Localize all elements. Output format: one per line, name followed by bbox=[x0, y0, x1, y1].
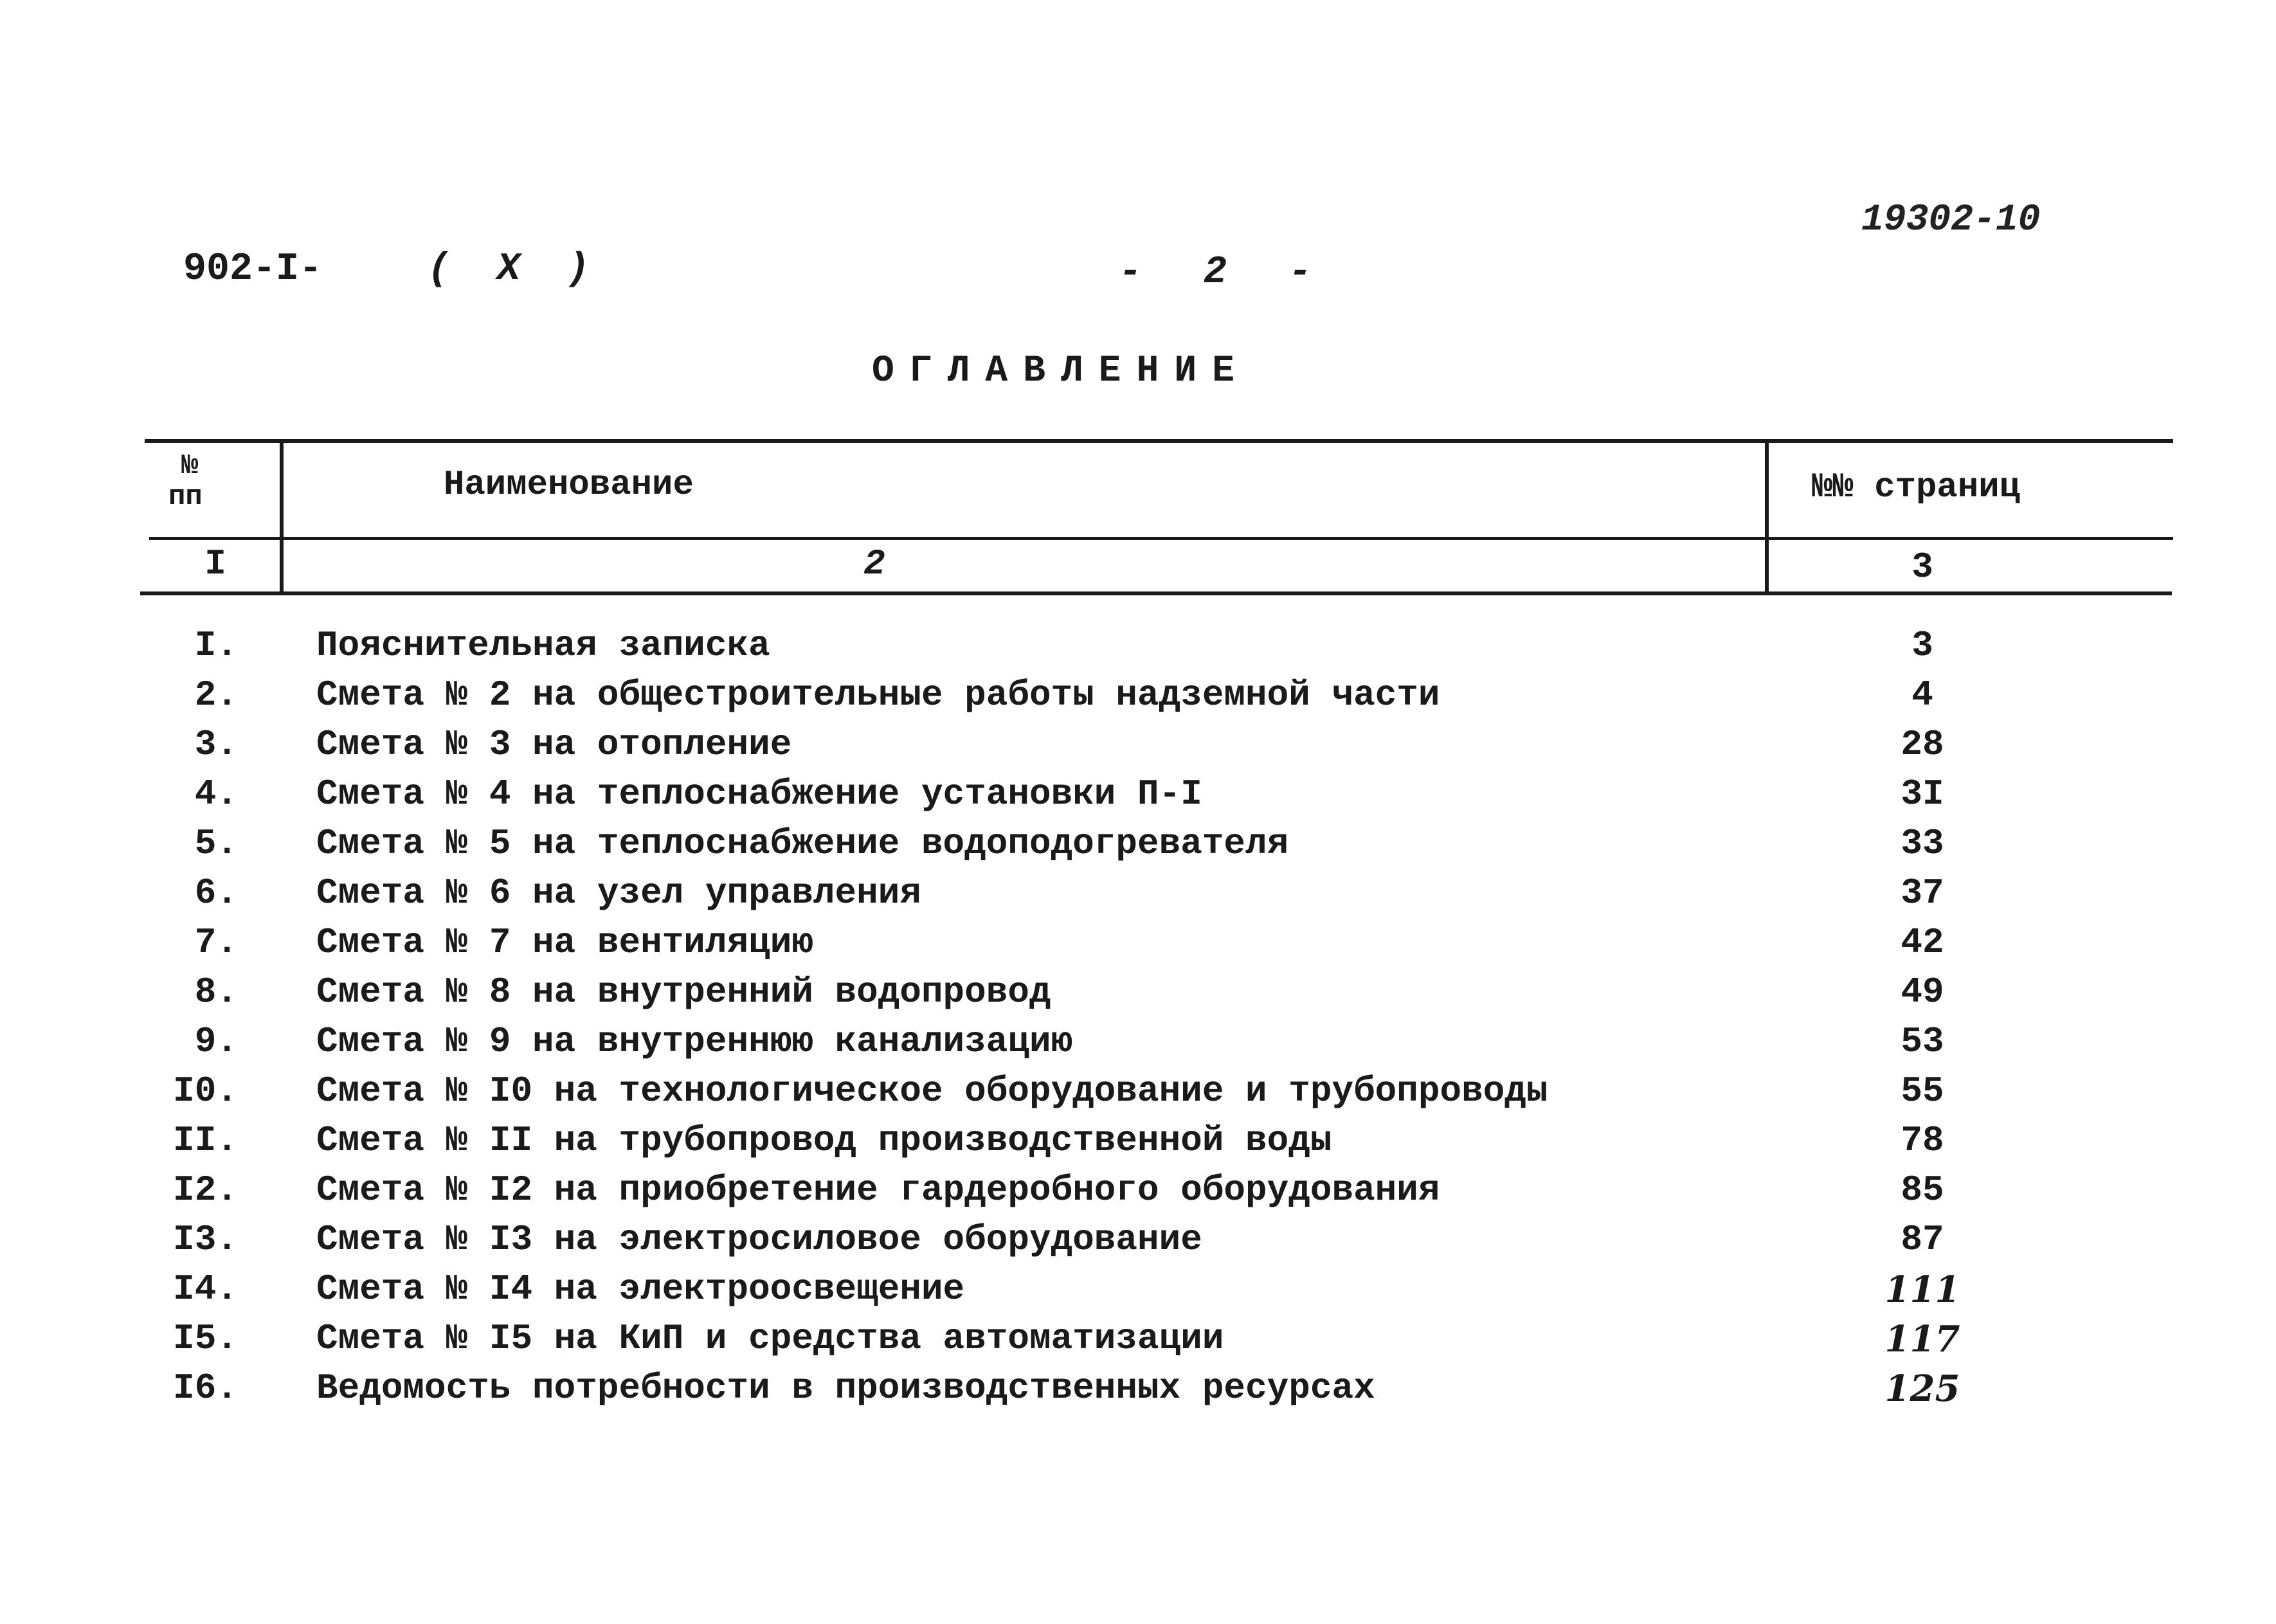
row-number: I0. bbox=[173, 1070, 238, 1112]
row-number: 8. bbox=[194, 971, 238, 1013]
page-number: - 2 - bbox=[1119, 251, 1332, 294]
document-code: 902-I- bbox=[183, 248, 323, 291]
header-top-rule bbox=[145, 439, 2173, 443]
row-page-handwritten: 111 bbox=[1884, 1268, 1960, 1311]
row-title: Смета № 7 на вентиляцию bbox=[316, 922, 813, 963]
row-page: 55 bbox=[1901, 1070, 1944, 1112]
row-page: 37 bbox=[1901, 872, 1944, 914]
row-number: 9. bbox=[194, 1021, 238, 1062]
toc-row bbox=[0, 922, 2276, 971]
row-title: Смета № 4 на теплоснабжение установки П-I bbox=[316, 773, 1202, 815]
row-number: I5. bbox=[173, 1318, 238, 1359]
row-page: 53 bbox=[1901, 1021, 1944, 1062]
row-number: 4. bbox=[194, 773, 238, 815]
page-title: ОГЛАВЛЕНИЕ bbox=[871, 350, 1251, 392]
row-title: Пояснительная записка bbox=[316, 625, 770, 666]
toc-row bbox=[0, 1268, 2276, 1318]
row-number: 3. bbox=[194, 724, 238, 765]
row-title: Смета № 9 на внутреннюю канализацию bbox=[316, 1021, 1073, 1062]
row-number: 6. bbox=[194, 872, 238, 914]
row-number: I6. bbox=[173, 1367, 238, 1409]
toc-list bbox=[0, 625, 2276, 1417]
row-title: Смета № I4 на электроосвещение bbox=[316, 1268, 965, 1310]
toc-row bbox=[0, 1070, 2276, 1120]
column-index-2: 2 bbox=[863, 543, 885, 584]
row-page: 78 bbox=[1901, 1120, 1944, 1161]
row-title: Смета № I2 на приобретение гардеробного оборудования bbox=[316, 1169, 1440, 1211]
toc-row bbox=[0, 1169, 2276, 1219]
row-number: 5. bbox=[194, 823, 238, 864]
row-title: Смета № II на трубопровод производственной воды bbox=[316, 1120, 1332, 1161]
row-number: 2. bbox=[194, 674, 238, 716]
row-number: 7. bbox=[194, 922, 238, 963]
row-page: 3I bbox=[1901, 773, 1944, 815]
header-mid-rule bbox=[149, 537, 2173, 540]
row-title: Смета № 8 на внутренний водопровод bbox=[316, 971, 1051, 1013]
row-page: 4 bbox=[1911, 674, 1933, 716]
column-number-label-sub: пп bbox=[168, 481, 203, 513]
row-title: Смета № I3 на электросиловое оборудование bbox=[316, 1219, 1202, 1260]
toc-row bbox=[0, 1120, 2276, 1169]
row-page: 28 bbox=[1901, 724, 1944, 765]
column-index-1: I bbox=[204, 543, 226, 584]
toc-row bbox=[0, 1021, 2276, 1070]
header-divider-left bbox=[280, 441, 284, 595]
row-number: I. bbox=[194, 625, 238, 666]
row-title: Смета № 6 на узел управления bbox=[316, 872, 921, 914]
toc-row bbox=[0, 971, 2276, 1021]
toc-row bbox=[0, 872, 2276, 922]
row-page: 87 bbox=[1901, 1219, 1944, 1260]
row-page: 49 bbox=[1901, 971, 1944, 1013]
row-page-handwritten: 125 bbox=[1884, 1367, 1960, 1410]
column-index-3: 3 bbox=[1911, 546, 1933, 588]
row-page-handwritten: 117 bbox=[1884, 1318, 1960, 1360]
row-title: Смета № 5 на теплоснабжение водоподогревателя bbox=[316, 823, 1289, 864]
row-page: 85 bbox=[1901, 1169, 1944, 1211]
toc-row bbox=[0, 674, 2276, 724]
column-number-label: № bbox=[181, 450, 199, 482]
row-number: II. bbox=[173, 1120, 238, 1161]
row-page: 42 bbox=[1901, 922, 1944, 963]
row-page: 3 bbox=[1911, 625, 1933, 666]
header-bottom-rule bbox=[140, 591, 2172, 595]
row-number: I2. bbox=[173, 1169, 238, 1211]
row-title: Смета № I5 на КиП и средства автоматизации bbox=[316, 1318, 1224, 1359]
toc-row bbox=[0, 773, 2276, 823]
row-number: I4. bbox=[173, 1268, 238, 1310]
toc-row bbox=[0, 1318, 2276, 1367]
toc-row bbox=[0, 1219, 2276, 1268]
row-title: Смета № I0 на технологическое оборудование и трубопроводы bbox=[316, 1070, 1548, 1112]
column-name-label: Наименование bbox=[444, 465, 694, 505]
toc-row bbox=[0, 625, 2276, 674]
row-title: Ведомость потребности в производственных ресурсах bbox=[316, 1367, 1375, 1409]
row-title: Смета № 3 на отопление bbox=[316, 724, 792, 765]
registration-number: 19302-10 bbox=[1861, 199, 2041, 241]
toc-row bbox=[0, 1367, 2276, 1417]
row-page: 33 bbox=[1901, 823, 1944, 864]
series-number: ( X ) bbox=[428, 248, 602, 291]
header-divider-right bbox=[1765, 441, 1769, 595]
column-pages-label: №№ страниц bbox=[1812, 468, 2021, 507]
row-title: Смета № 2 на общестроительные работы надземной части bbox=[316, 674, 1440, 716]
row-number: I3. bbox=[173, 1219, 238, 1260]
toc-row bbox=[0, 724, 2276, 773]
toc-row bbox=[0, 823, 2276, 872]
